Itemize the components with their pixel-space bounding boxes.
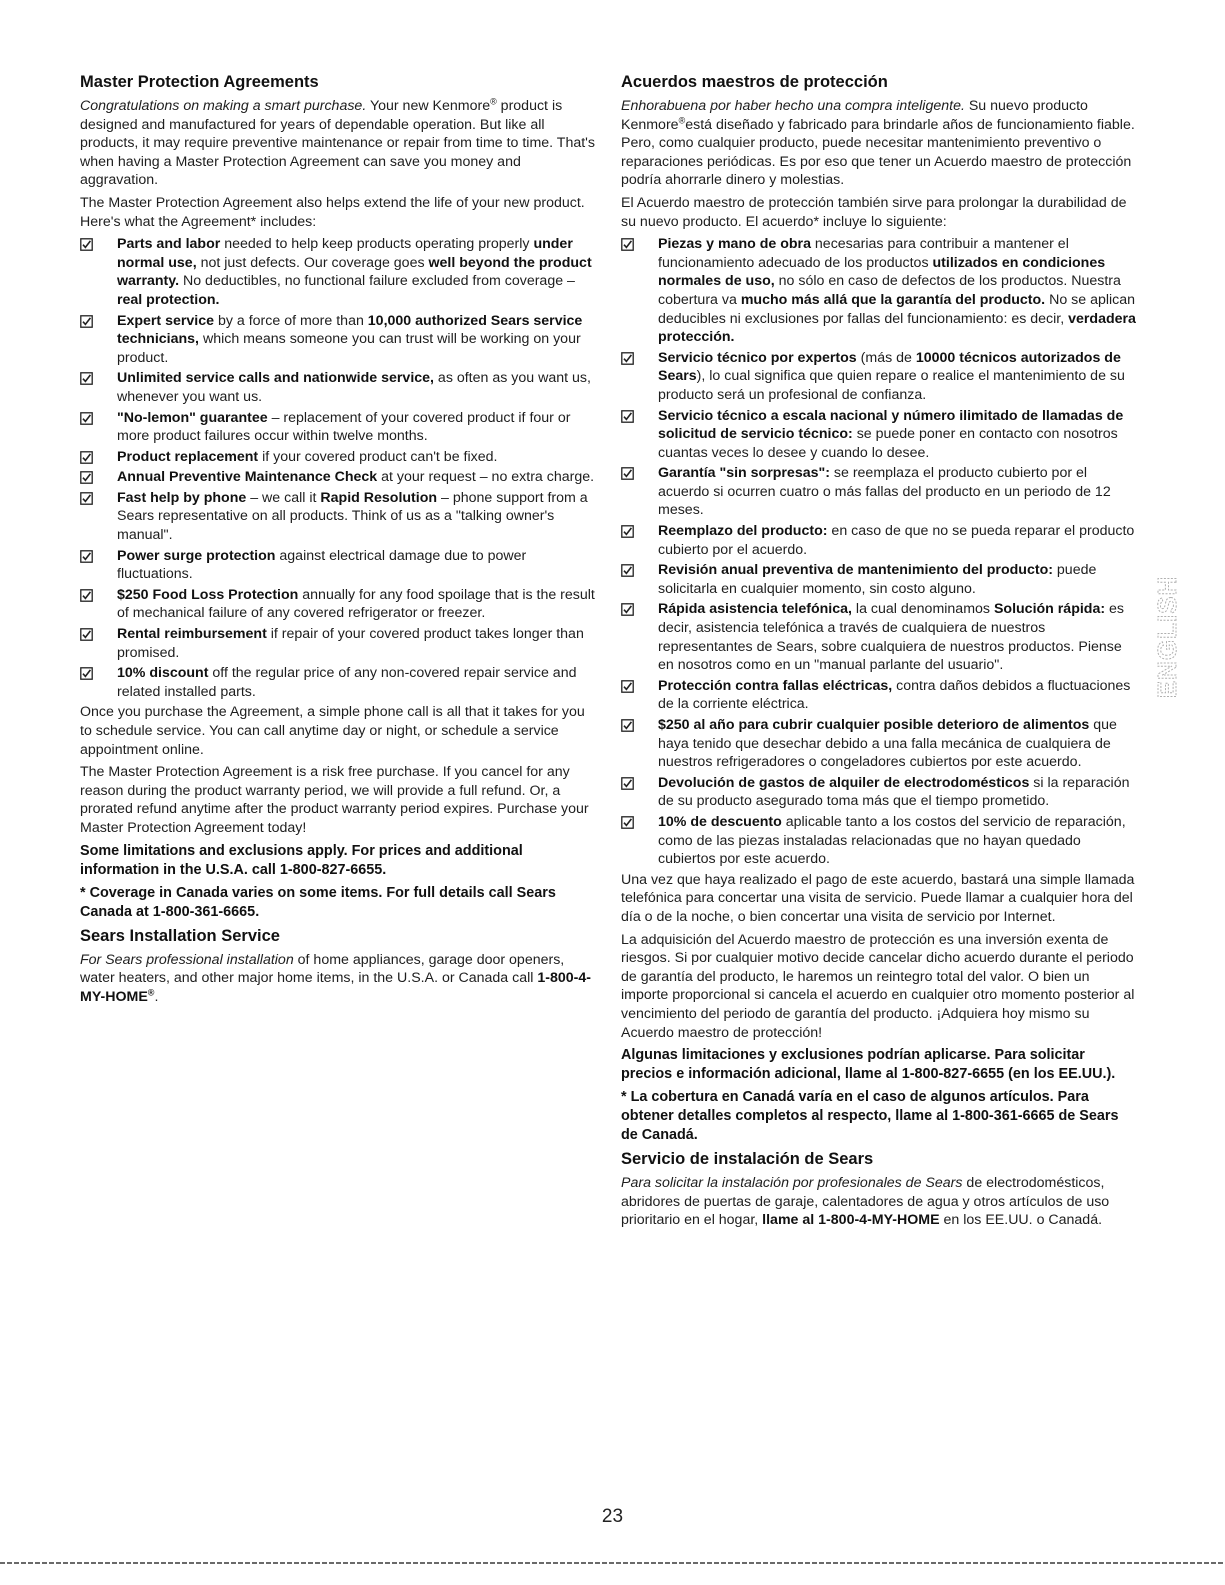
bold-text: mucho más allá que la garantía del producto. xyxy=(740,291,1046,308)
list-item-text xyxy=(117,489,596,545)
list-item-text xyxy=(117,468,596,487)
text-run: * La cobertura en Canadá varía en el caso de algunos artículos. Para obtener detalles completos al respecto, llame al 1-800-361-6665 de Sears de Canadá. xyxy=(621,1089,1119,1144)
text-run: necesarias para contribuir a mantener el funcionamiento adecuado de los productos xyxy=(658,236,1069,271)
bold-text: Product replacement xyxy=(117,448,259,465)
registered-mark: ® xyxy=(490,96,497,107)
english-side-tab xyxy=(1151,567,1183,707)
list-item xyxy=(80,586,596,623)
text-run: contra daños debidos a fluctuaciones de la corriente eléctrica. xyxy=(658,677,1131,713)
italic-text: For Sears professional installation xyxy=(80,951,294,968)
checkbox-checked-icon xyxy=(80,468,117,487)
installation-service-title: Sears Installation Service xyxy=(80,926,280,945)
paragraph xyxy=(621,97,1138,190)
english-column xyxy=(80,72,596,1010)
list-item xyxy=(621,600,1138,674)
bold-text: under normal use, xyxy=(117,236,573,271)
list-item-text xyxy=(658,522,1138,559)
bold-text: Solución rápida: xyxy=(993,601,1106,618)
list-item-text xyxy=(658,235,1138,347)
benefits-list-es xyxy=(621,235,1138,869)
list-item xyxy=(80,448,596,467)
side-tab-label: ENGLISH xyxy=(1152,575,1182,699)
registered-mark: ® xyxy=(147,987,155,998)
text-run: de electrodomésticos, abridores de puertas de garaje, calentadores de agua y otros artículos de uso prioritario en el hogar, xyxy=(621,1175,1110,1229)
text-run: Some limitations and exclusions apply. For prices and additional information in the U.S.A. call 1-800-827-6655. xyxy=(80,842,523,878)
text-run: Algunas limitaciones y exclusiones podrían aplicarse. Para solicitar precios e información adicional, llame al 1-800-827-6655 (en los EE.UU.). xyxy=(621,1047,1116,1083)
italic-text: Enhorabuena por haber hecho una compra inteligente. xyxy=(621,98,965,114)
text-run: El Acuerdo maestro de protección también sirve para prolongar la durabilidad de su nuevo producto. El acuerdo* incluye lo siguiente: xyxy=(621,194,1127,230)
list-item-text xyxy=(117,625,596,662)
bold-text: well beyond the product warranty. xyxy=(117,254,592,290)
text-run: No deductibles, no functional failure excluded from coverage – xyxy=(179,273,575,290)
list-item xyxy=(621,522,1138,559)
list-item xyxy=(621,561,1138,598)
text-run: que haya tenido que desechar debido a una falla mecánica de cualquiera de nuestros refrigeradores o congeladores cubiertos por este acuerdo. xyxy=(658,717,1117,771)
text-run: Your new Kenmore xyxy=(366,98,491,114)
text-run: Una vez que haya realizado el pago de este acuerdo, bastará una simple llamada telefónica para concertar una visita de servicio. Puede llamar a cualquier hora del día o de la noche, o bien concertar una visita de servicio por Internet. xyxy=(621,871,1135,925)
spanish-column xyxy=(621,72,1138,1234)
bold-text: Rental reimbursement xyxy=(117,626,267,643)
intro-section-es xyxy=(621,97,1138,231)
limitations-notice-section-es xyxy=(621,1046,1138,1145)
text-run: aplicable tanto a los costos del servicio de reparación, como de las piezas instaladas relacionadas que no hayan quedado cubiertos por este acuerdo. xyxy=(658,813,1126,868)
bold-text: 10% de descuento xyxy=(658,813,782,830)
checkbox-checked-icon xyxy=(80,489,117,545)
bold-text: 10000 técnicos autorizados de Sears xyxy=(658,349,1121,385)
text-run: en caso de que no se pueda reparar el producto cubierto por el acuerdo. xyxy=(658,523,1135,558)
installation-service-text-es xyxy=(621,1174,1138,1230)
text-run: está diseñado y fabricado para brindarle años de funcionamiento fiable. Pero, como cualquier producto, puede necesitar mantenimiento preventivo o reparaciones periódicas. Es por eso que tener un Acuerdo maestro de protección podría ahorrarle dinero y molestias. xyxy=(621,116,1135,189)
paragraph xyxy=(621,931,1138,1043)
bold-text: 1-800-4-MY-HOME xyxy=(80,970,592,1005)
paragraph xyxy=(80,703,596,759)
intro-section xyxy=(80,97,596,231)
list-item-text xyxy=(658,716,1138,772)
text-run: – we call it xyxy=(246,489,321,506)
list-item-text xyxy=(658,407,1138,463)
text-run: by a force of more than xyxy=(214,312,368,329)
text-run: si la reparación de su producto asegurado toma más que el tiempo prometido. xyxy=(658,774,1130,810)
bold-notice-paragraph xyxy=(80,842,596,880)
bold-text: Power surge protection xyxy=(117,547,276,564)
bold-text: Unlimited service calls and nationwide service, xyxy=(117,370,434,387)
list-item-text xyxy=(658,774,1138,811)
list-item xyxy=(80,664,596,701)
list-item xyxy=(80,625,596,662)
checkbox-checked-icon xyxy=(80,664,117,701)
list-item xyxy=(80,489,596,545)
list-item-text xyxy=(117,664,596,701)
text-run: product is designed and manufactured for years of dependable operation. But like all products, it may require preventive maintenance or repair from time to time. That's when having a Master Protection Agreement can save you money and aggravation. xyxy=(80,98,595,189)
list-item-text xyxy=(117,586,596,623)
bold-text: Rapid Resolution xyxy=(320,489,438,506)
checkbox-checked-icon xyxy=(80,625,117,662)
master-protection-title: Master Protection Agreements xyxy=(80,73,319,91)
text-run: en los EE.UU. o Canadá. xyxy=(939,1212,1103,1229)
list-item-text xyxy=(117,547,596,584)
bold-text: 10% discount xyxy=(117,665,209,682)
bold-text: real protection. xyxy=(117,291,220,308)
bold-text: utilizados en condiciones normales de uso, xyxy=(658,254,1106,290)
list-item xyxy=(621,407,1138,463)
paragraph xyxy=(80,763,596,837)
list-item xyxy=(621,677,1138,714)
bold-text: Servicio técnico por expertos xyxy=(658,349,857,366)
text-run: at your request – no extra charge. xyxy=(377,469,595,486)
text-run: La adquisición del Acuerdo maestro de protección es una inversión exenta de riesgos. Si por cualquier motivo decide cancelar dicho acuerdo durante el periodo de garantía del producto, le haremos un reintegro total del valor. O bien un importe proporcional si cancela el acuerdo en cualquier otro momento posterior al vencimiento del periodo de garantía del producto. ¡Adquiera hoy mismo su Acuerdo maestro de protección! xyxy=(621,931,1135,1041)
list-item-text xyxy=(658,349,1138,405)
text-run: – replacement of your covered product if four or more product failures occur within twelve months. xyxy=(117,409,571,445)
text-run: if repair of your covered product takes longer than promised. xyxy=(117,626,584,661)
text-run: if your covered product can't be fixed. xyxy=(258,448,498,465)
text-run: as often as you want us, whenever you want us. xyxy=(117,370,591,405)
bold-text: Reemplazo del producto: xyxy=(658,523,828,540)
text-run: se reemplaza el producto cubierto por el acuerdo si ocurren cuatro o más fallas del producto en un periodo de 12 meses. xyxy=(658,465,1111,519)
checkbox-checked-icon xyxy=(621,600,658,674)
list-item-text xyxy=(658,464,1138,520)
list-item xyxy=(621,349,1138,405)
text-run: against electrical damage due to power fluctuations. xyxy=(117,547,527,583)
paragraph xyxy=(621,871,1138,927)
bold-notice-paragraph xyxy=(621,1046,1138,1084)
installation-service-title-es: Servicio de instalación de Sears xyxy=(621,1150,874,1169)
italic-text: Para solicitar la instalación por profesionales de Sears xyxy=(621,1175,963,1192)
paragraph xyxy=(621,194,1138,231)
text-run: annually for any food spoilage that is the result of mechanical failure of any covered refrigerator or freezer. xyxy=(117,586,595,622)
bold-notice-paragraph xyxy=(621,1088,1138,1145)
list-item xyxy=(621,813,1138,869)
list-item-text xyxy=(658,600,1138,674)
list-item xyxy=(80,547,596,584)
checkbox-checked-icon xyxy=(621,235,658,347)
text-run: – phone support from a Sears representative on all products. Think of us as a "talking owner's manual". xyxy=(117,489,588,544)
list-item-text xyxy=(117,235,596,309)
checkbox-checked-icon xyxy=(80,235,117,309)
bold-text: $250 Food Loss Protection xyxy=(117,586,299,603)
installation-service-text xyxy=(80,951,596,1007)
paragraph xyxy=(80,194,596,231)
list-item-text xyxy=(117,448,596,467)
text-run: es decir, asistencia telefónica a través de cualquiera de nuestros representantes de Sears, sobre cualquiera de nuestros productos. Piense en nosotros como en un "manual parlante del usuario". xyxy=(658,601,1125,674)
list-item xyxy=(80,468,596,487)
checkbox-checked-icon xyxy=(80,369,117,406)
text-run: Once you purchase the Agreement, a simple phone call is all that it takes for you to schedule service. You can call anytime day or night, or schedule a service appointment online. xyxy=(80,704,585,758)
bottom-dotted-rule xyxy=(0,1562,1225,1564)
bold-text: Servicio técnico a escala nacional y número ilimitado de llamadas de solicitud de servicio técnico: xyxy=(658,407,1124,443)
checkbox-checked-icon xyxy=(80,448,117,467)
text-run: . xyxy=(154,988,159,1005)
list-item-text xyxy=(658,677,1138,714)
text-run: No se aplican deducibles ni exclusiones por fallas del funcionamiento: es decir, xyxy=(658,291,1136,327)
bold-text: Fast help by phone xyxy=(117,489,247,506)
page-number: 23 xyxy=(601,1506,624,1527)
checkbox-checked-icon xyxy=(80,547,117,584)
bold-notice-paragraph xyxy=(80,884,596,922)
text-run: of home appliances, garage door openers, water heaters, and other major home items, in the U.S.A. or Canada call xyxy=(80,951,565,987)
bold-text: Rápida asistencia telefónica, xyxy=(658,601,852,618)
checkbox-checked-icon xyxy=(621,716,658,772)
registered-mark: ® xyxy=(678,114,686,125)
checkbox-checked-icon xyxy=(80,409,117,446)
checkbox-checked-icon xyxy=(621,774,658,811)
list-item xyxy=(80,312,596,368)
text-run: which means someone you can trust will be working on your product. xyxy=(117,331,581,366)
checkbox-checked-icon xyxy=(621,522,658,559)
acuerdos-maestros-title: Acuerdos maestros de protección xyxy=(621,73,888,91)
bold-text: Expert service xyxy=(117,312,215,329)
list-item-text xyxy=(117,409,596,446)
checkbox-checked-icon xyxy=(621,349,658,405)
list-item xyxy=(80,369,596,406)
checkbox-checked-icon xyxy=(80,312,117,368)
checkbox-checked-icon xyxy=(621,407,658,463)
text-run: off the regular price of any non-covered repair service and related installed parts. xyxy=(117,665,577,700)
list-item xyxy=(621,716,1138,772)
text-run: (más de xyxy=(856,349,916,366)
list-item-text xyxy=(117,369,596,406)
text-run: The Master Protection Agreement also helps extend the life of your new product. Here's what the Agreement* includes: xyxy=(80,194,585,230)
bold-text: Parts and labor xyxy=(117,236,221,253)
bold-text: Devolución de gastos de alquiler de electrodomésticos xyxy=(658,774,1030,791)
bold-text: Piezas y mano de obra xyxy=(658,236,811,253)
bold-text: Revisión anual preventiva de mantenimiento del producto: xyxy=(658,562,1053,579)
benefits-list xyxy=(80,235,596,701)
bold-text: "No-lemon" guarantee xyxy=(117,409,268,426)
text-run: la cual denominamos xyxy=(851,601,994,618)
text-run: ), lo cual significa que quien repare o realice el mantenimiento de su producto será un profesional de confianza. xyxy=(658,368,1125,403)
bold-text: Garantía "sin sorpresas": xyxy=(658,465,830,482)
list-item xyxy=(80,409,596,446)
text-run: no sólo en caso de defectos de los productos. Nuestra cobertura va xyxy=(658,273,1121,308)
limitations-notice-section xyxy=(80,842,596,922)
checkbox-checked-icon xyxy=(621,561,658,598)
list-item-text xyxy=(658,561,1138,598)
text-run: not just defects. Our coverage goes xyxy=(196,254,429,271)
bold-text: Protección contra fallas eléctricas, xyxy=(658,677,893,694)
list-item xyxy=(80,235,596,309)
checkbox-checked-icon xyxy=(621,677,658,714)
italic-text: Congratulations on making a smart purchase. xyxy=(80,98,367,114)
text-run: needed to help keep products operating properly xyxy=(220,236,534,253)
list-item-text xyxy=(658,813,1138,869)
text-run: puede solicitarla en cualquier momento, sin costo alguno. xyxy=(658,562,1097,597)
paragraph xyxy=(80,97,596,190)
text-run: se puede poner en contacto con nosotros cuantas veces lo desee y cuando lo desee. xyxy=(658,426,1118,461)
purchase-info-section-es xyxy=(621,871,1138,1042)
bold-text: verdadera protección. xyxy=(658,310,1136,346)
text-run: The Master Protection Agreement is a risk free purchase. If you cancel for any reason during the product warranty period, we will provide a full refund. Or, a prorated refund anytime after the product warranty period expires. Purchase your Master Protection Agreement today! xyxy=(80,764,589,836)
list-item-text xyxy=(117,312,596,368)
bold-text: Annual Preventive Maintenance Check xyxy=(117,469,378,486)
checkbox-checked-icon xyxy=(621,464,658,520)
list-item xyxy=(621,774,1138,811)
list-item xyxy=(621,235,1138,347)
checkbox-checked-icon xyxy=(80,586,117,623)
bold-text: 10,000 authorized Sears service technicians, xyxy=(117,312,583,348)
purchase-info-section xyxy=(80,703,596,837)
text-run: * Coverage in Canada varies on some items. For full details call Sears Canada at 1-800-361-6665. xyxy=(80,884,556,920)
checkbox-checked-icon xyxy=(621,813,658,869)
bold-text: $250 al año para cubrir cualquier posible deterioro de alimentos xyxy=(658,717,1090,733)
text-run: Su nuevo producto Kenmore xyxy=(621,98,1088,133)
list-item xyxy=(621,464,1138,520)
bold-text: llame al 1-800-4-MY-HOME xyxy=(762,1212,940,1229)
